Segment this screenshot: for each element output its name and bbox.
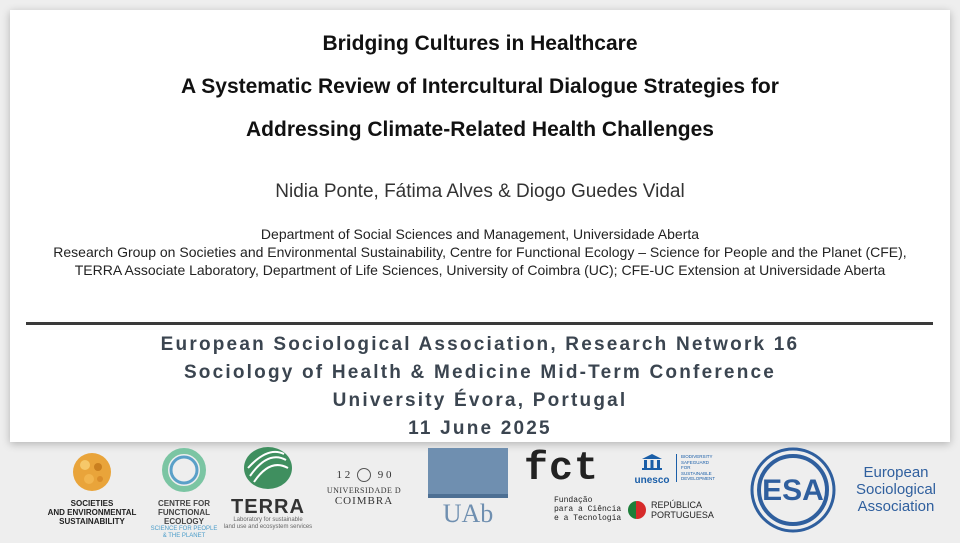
terra-leaf-icon xyxy=(240,444,296,492)
terra-name: TERRA xyxy=(231,496,305,518)
fct-name: fct xyxy=(524,447,600,492)
fct-desc-3: e a Tecnologia xyxy=(554,514,622,523)
unesco-desc-1: BIODIVERSITY xyxy=(681,454,713,459)
republica-row xyxy=(628,500,738,520)
unesco-name: unesco xyxy=(634,475,670,486)
esa-logo-text: ESA xyxy=(762,474,824,507)
affiliation-2: Research Group on Societies and Environmental Sustainability, Centre for Functional Ecology – Science for People and the Planet (CFE), TERRA Associate Laboratory, Department of Life Sciences, University of Coimbra (UC); CFE-UC Extension at Universidade Aberta xyxy=(53,244,907,278)
unesco-temple-icon xyxy=(641,454,663,470)
portugal-flag-icon xyxy=(628,501,646,519)
ses-emblem-icon xyxy=(68,450,116,494)
uab-square-icon xyxy=(428,448,508,498)
conference-line-3: University Évora, Portugal xyxy=(332,390,628,411)
coimbra-seal-icon xyxy=(357,468,371,482)
coimbra-year-row xyxy=(322,468,406,482)
title-line-2: A Systematic Review of Intercultural Dialogue Strategies for xyxy=(181,75,779,98)
title-line-1: Bridging Cultures in Healthcare xyxy=(322,32,638,55)
conference-line-1: European Sociological Association, Research Network 16 xyxy=(160,334,800,355)
fct-desc-1: Fundação xyxy=(554,496,593,505)
fct-desc-2: para a Ciência xyxy=(554,505,622,514)
coimbra-name-2: COIMBRA xyxy=(334,495,394,508)
cfe-tagline: SCIENCE FOR PEOPLE & THE PLANET xyxy=(150,526,218,539)
ses-name-3: SUSTAINABILITY xyxy=(59,517,125,526)
republica-name-1: REPÚBLICA xyxy=(651,500,703,510)
cfe-logo xyxy=(150,446,218,540)
cfe-name-2: FUNCTIONAL xyxy=(158,508,210,517)
esa-name-1: European xyxy=(863,464,929,481)
conference-line-2: Sociology of Health & Medicine Mid-Term Conference xyxy=(183,362,777,383)
unesco-desc xyxy=(676,454,715,482)
ses-name-1: SOCIETIES xyxy=(70,499,114,508)
unesco-desc-3: FOR xyxy=(681,465,691,470)
republica-text xyxy=(651,500,714,520)
affiliation-1: Department of Social Sciences and Management, Universidade Aberta xyxy=(260,226,700,242)
unesco-desc-5: DEVELOPMENT xyxy=(681,476,716,481)
cfe-ring-icon xyxy=(160,446,208,494)
conference-info xyxy=(0,331,960,443)
cfe-name-1: CENTRE FOR xyxy=(158,499,210,508)
republica-logo xyxy=(628,500,738,520)
uab-logo xyxy=(420,448,516,528)
authors: Nidia Ponte, Fátima Alves & Diogo Guedes Vidal xyxy=(275,181,685,202)
fct-logo xyxy=(524,447,626,523)
esa-circle-icon xyxy=(747,442,839,538)
unesco-row xyxy=(628,454,732,486)
title-line-3: Addressing Climate-Related Health Challenges xyxy=(246,118,714,141)
uab-name: UAb xyxy=(442,499,494,528)
esa-logo xyxy=(746,442,840,543)
coimbra-year-left: 1 2 xyxy=(336,469,351,481)
terra-desc-1: Laboratory for sustainable xyxy=(233,517,303,523)
unesco-logo xyxy=(628,454,732,486)
ses-name-2: AND ENVIRONMENTAL xyxy=(47,508,137,517)
fct-desc xyxy=(524,496,626,523)
affiliations xyxy=(40,225,920,279)
unesco-desc-2: SAFEGUARD xyxy=(681,459,710,465)
logo-strip xyxy=(0,442,960,540)
coimbra-logo xyxy=(322,468,406,507)
republica-name-2: PORTUGUESA xyxy=(651,510,714,520)
cfe-name-3: ECOLOGY xyxy=(163,517,204,526)
divider-rule xyxy=(26,322,933,325)
ses-logo xyxy=(40,450,144,526)
coimbra-year-right: 9 0 xyxy=(377,469,392,481)
unesco-desc-4: SUSTAINABLE xyxy=(681,470,712,476)
unesco-mark xyxy=(628,454,676,486)
esa-name-3: Association xyxy=(857,498,935,515)
conference-line-4: 11 June 2025 xyxy=(408,418,552,439)
coimbra-name-1: UNIVERSIDADE D xyxy=(326,486,402,496)
terra-logo xyxy=(222,444,314,531)
esa-wordmark xyxy=(848,464,944,515)
terra-desc-2: land use and ecosystem services xyxy=(223,524,313,530)
esa-name-2: Sociological xyxy=(855,481,937,498)
